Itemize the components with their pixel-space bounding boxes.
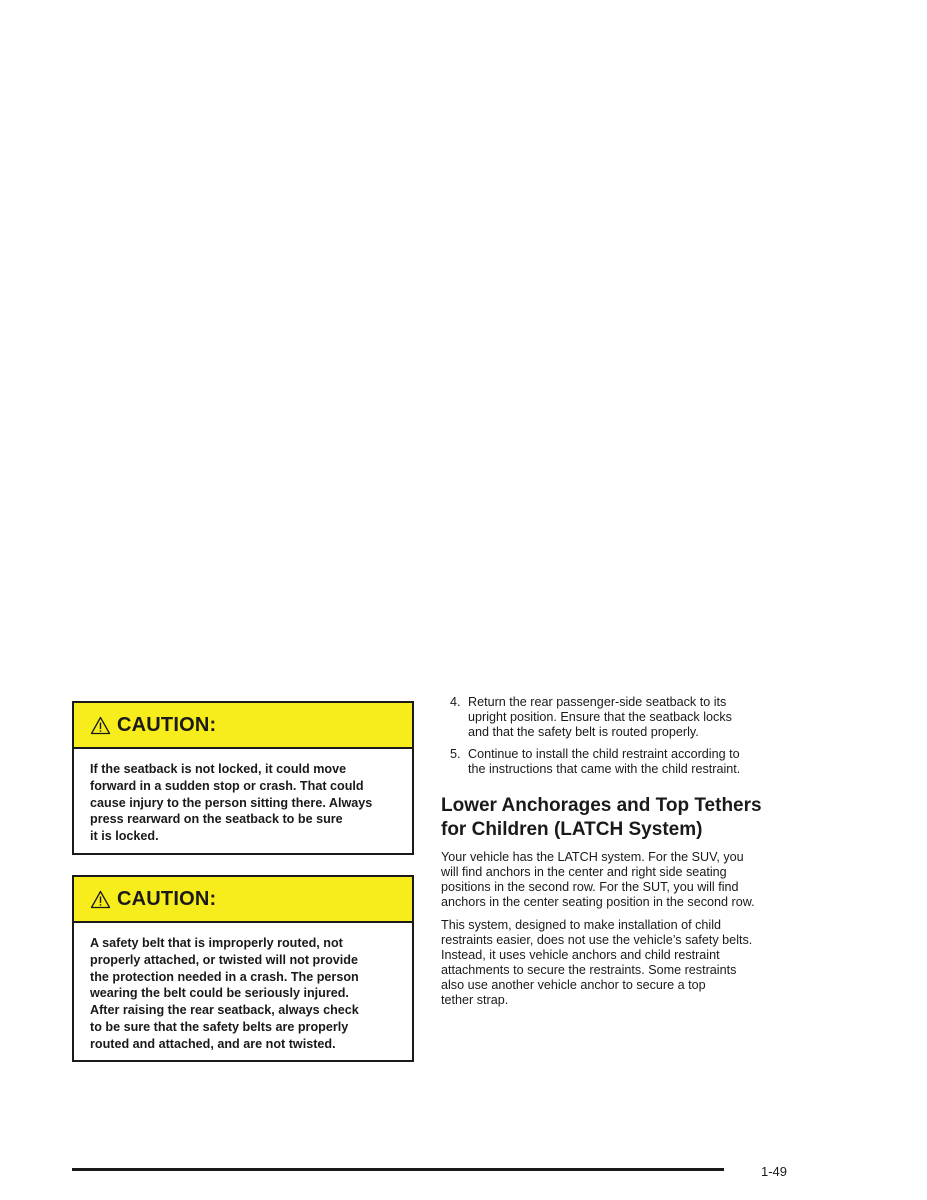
step-text-line: the instructions that came with the child restraint. xyxy=(468,762,741,776)
caution-title: CAUTION: xyxy=(117,887,217,910)
paragraph-line: also use another vehicle anchor to secure a top xyxy=(441,978,706,992)
caution-title: CAUTION: xyxy=(117,713,217,736)
caution-box-safety-belt-routing xyxy=(72,875,414,1062)
footer-rule xyxy=(72,1168,724,1171)
caution-text-line: it is locked. xyxy=(90,829,159,844)
paragraph-line: will find anchors in the center and right side seating xyxy=(441,865,727,879)
section-heading-line: Lower Anchorages and Top Tethers xyxy=(441,795,762,816)
step-text-line: and that the safety belt is routed properly. xyxy=(468,725,699,739)
caution-text xyxy=(74,749,412,857)
paragraph-line: restraints easier, does not use the vehicle’s safety belts. xyxy=(441,933,753,947)
paragraph-line: Your vehicle has the LATCH system. For the SUV, you xyxy=(441,850,744,864)
step-text-line: Continue to install the child restraint according to xyxy=(468,747,740,761)
step-text xyxy=(468,747,740,777)
paragraph-line: attachments to secure the restraints. Some restraints xyxy=(441,963,737,977)
paragraph-line: anchors in the center seating position in the second row. xyxy=(441,895,755,909)
paragraph-line: This system, designed to make installation of child xyxy=(441,918,721,932)
caution-text-line: wearing the belt could be seriously injured. xyxy=(90,986,349,1001)
caution-header xyxy=(74,703,412,749)
page-number: 1-49 xyxy=(761,1164,788,1179)
caution-text-line: forward in a sudden stop or crash. That could xyxy=(90,778,364,793)
caution-text-line: After raising the rear seatback, always check xyxy=(90,1003,359,1018)
caution-text xyxy=(74,923,412,1065)
step-text-line: Return the rear passenger-side seatback to its xyxy=(468,695,727,709)
warning-triangle-icon xyxy=(90,716,111,735)
section-heading-line: for Children (LATCH System) xyxy=(441,819,703,840)
caution-header xyxy=(74,877,412,923)
paragraph-line: positions in the second row. For the SUT, you will find xyxy=(441,880,739,894)
section-heading xyxy=(441,794,762,842)
caution-text-line: If the seatback is not locked, it could move xyxy=(90,762,347,776)
warning-triangle-icon xyxy=(90,890,111,909)
step-number: 4. xyxy=(450,695,461,709)
body-paragraph xyxy=(441,850,755,910)
caution-text-line: cause injury to the person sitting there. Always xyxy=(90,795,373,810)
caution-text-line: routed and attached, and are not twisted. xyxy=(90,1036,336,1051)
caution-text-line: to be sure that the safety belts are properly xyxy=(90,1019,349,1034)
paragraph-line: Instead, it uses vehicle anchors and child restraint xyxy=(441,948,720,962)
paragraph-line: tether strap. xyxy=(441,993,509,1007)
caution-text-line: the protection needed in a crash. The person xyxy=(90,969,359,984)
caution-text-line: press rearward on the seatback to be sure xyxy=(90,812,343,827)
step-number: 5. xyxy=(450,747,461,761)
caution-box-seatback-lock xyxy=(72,701,414,855)
caution-text-line: A safety belt that is improperly routed, not xyxy=(90,936,343,950)
body-paragraph xyxy=(441,918,752,1008)
caution-text-line: properly attached, or twisted will not provide xyxy=(90,952,359,967)
step-text xyxy=(468,695,732,740)
step-text-line: upright position. Ensure that the seatback locks xyxy=(468,710,732,724)
